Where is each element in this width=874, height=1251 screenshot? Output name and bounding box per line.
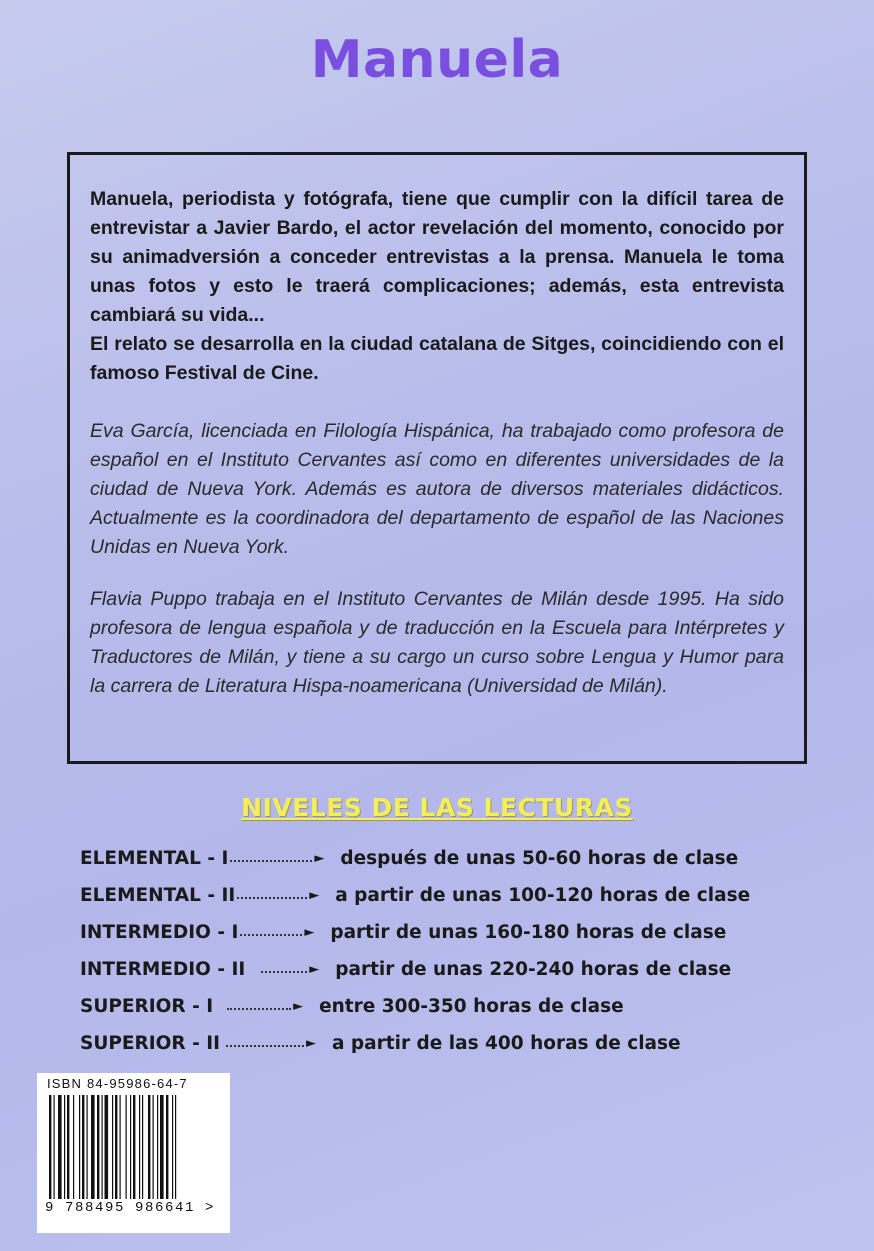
barcode-bar (148, 1095, 150, 1199)
dot-leader (237, 897, 307, 899)
arrow-icon: ► (314, 851, 325, 866)
barcode-bar (102, 1095, 103, 1199)
level-name: SUPERIOR - I (80, 996, 214, 1017)
barcode-bar (160, 1095, 164, 1199)
level-row (80, 951, 800, 988)
barcode-bar (105, 1095, 109, 1199)
level-name: INTERMEDIO - II (80, 959, 246, 980)
arrow-icon: ► (309, 962, 320, 977)
barcode-bar (142, 1095, 143, 1199)
barcode-bar (172, 1095, 173, 1199)
barcode-bar (115, 1095, 117, 1199)
level-description: entre 300-350 horas de clase (319, 996, 624, 1017)
level-name: ELEMENTAL - II (80, 885, 236, 906)
barcode-bar (49, 1095, 51, 1199)
barcode-bar (87, 1095, 88, 1199)
level-name: INTERMEDIO - I (80, 922, 239, 943)
barcode-digits: 9 788495 986641 > (45, 1200, 216, 1216)
barcode-icon (49, 1095, 219, 1199)
levels-heading-text: NIVELES DE LAS LECTURAS (241, 793, 633, 822)
arrow-icon: ► (304, 925, 315, 940)
barcode-bar (166, 1095, 168, 1199)
level-row (80, 988, 800, 1025)
synopsis-paragraph-2: El relato se desarrolla en la ciudad catalana de Sitges, coincidiendo con el famoso Festival de Cine. (90, 333, 784, 384)
level-row (80, 877, 800, 914)
arrow-icon: ► (305, 1036, 316, 1051)
level-row (80, 914, 800, 951)
dot-leader (261, 971, 307, 973)
synopsis-paragraph-1: Manuela, periodista y fotógrafa, tiene que cumplir con la difícil tarea de entrevistar a Javier Bardo, el actor revelación del momento, conocido por su animadversión a conceder entrevistas a la prensa. Manuela le toma unas fotos y esto le traerá complicaciones; además, esta entrevista cambiará su vida... (90, 188, 784, 326)
dot-leader (230, 860, 312, 862)
barcode-bar (73, 1095, 74, 1199)
barcode-bar (82, 1095, 84, 1199)
level-row (80, 840, 800, 877)
levels-list (80, 840, 800, 1062)
barcode-bar (130, 1095, 131, 1199)
arrow-icon: ► (309, 888, 320, 903)
author-bio-eva-garcia: Eva García, licenciada en Filología Hispánica, ha trabajado como profesora de español en el Instituto Cervantes así como en diferentes universidades de la ciudad de Nueva York. Además es autora de diversos materiales didácticos. Actualmente es la coordinadora del departamento de español de las Naciones Unidas en Nueva York. (90, 420, 784, 558)
level-name: SUPERIOR - II (80, 1033, 220, 1054)
book-title: Manuela (310, 30, 564, 90)
barcode-bar (58, 1095, 62, 1199)
arrow-icon: ► (293, 999, 304, 1014)
barcode-bar (175, 1095, 176, 1199)
author-bio-flavia-puppo: Flavia Puppo trabaja en el Instituto Cervantes de Milán desde 1995. Ha sido profesora de lengua española y de traducción en la Escuela para Intérpretes y Traductores de Milán, y tiene a su cargo un curso sobre Lengua y Humor para la carrera de Literatura Hispa-noamericana (Universidad de Milán). (90, 588, 784, 697)
level-description: a partir de unas 100-120 horas de clase (335, 885, 751, 906)
barcode-bar (120, 1095, 121, 1199)
level-description: después de unas 50-60 horas de clase (340, 848, 739, 869)
isbn-number: ISBN 84-95986-64-7 (47, 1076, 188, 1091)
barcode-bar (67, 1095, 69, 1199)
barcode-bar (112, 1095, 113, 1199)
description-box (67, 152, 807, 764)
barcode-bar (64, 1095, 65, 1199)
dot-leader (226, 1045, 304, 1047)
level-description: partir de unas 160-180 horas de clase (330, 922, 727, 943)
level-row (80, 1025, 800, 1062)
dot-leader (227, 1008, 291, 1010)
levels-heading (0, 793, 874, 822)
barcode-bar (153, 1095, 154, 1199)
barcode-bar (97, 1095, 99, 1199)
barcode-bar (139, 1095, 140, 1199)
barcode-bar (133, 1095, 135, 1199)
isbn-barcode (37, 1073, 230, 1233)
barcode-bar (79, 1095, 80, 1199)
level-name: ELEMENTAL - I (80, 848, 229, 869)
barcode-bar (91, 1095, 95, 1199)
barcode-bar (157, 1095, 158, 1199)
barcode-bar (54, 1095, 55, 1199)
barcode-bar (126, 1095, 127, 1199)
dot-leader (240, 934, 302, 936)
level-description: partir de unas 220-240 horas de clase (335, 959, 732, 980)
level-description: a partir de las 400 horas de clase (331, 1033, 681, 1054)
